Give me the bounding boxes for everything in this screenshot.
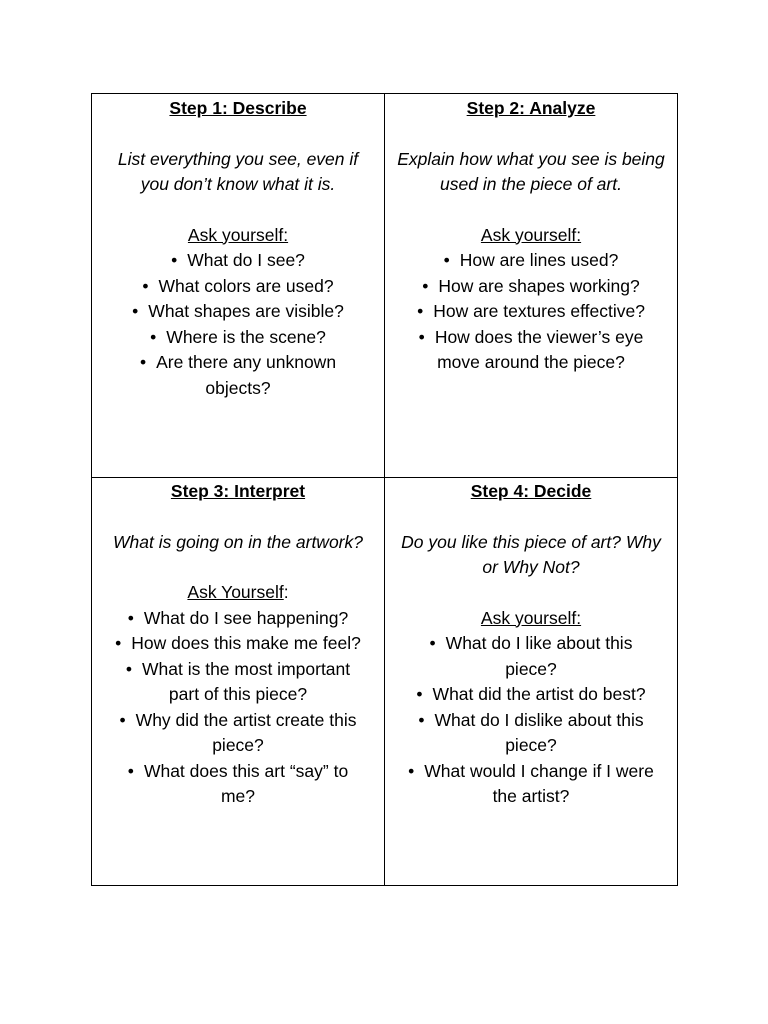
bullet-icon: •	[443, 250, 450, 270]
step-2-heading: Step 2: Analyze	[466, 98, 596, 118]
ask-label-text: Ask yourself:	[480, 224, 582, 245]
bullet-icon: •	[417, 301, 424, 321]
step-3-ask-label	[92, 580, 384, 606]
bullet-icon: •	[115, 633, 122, 653]
bullet-icon: •	[418, 709, 425, 730]
question-item	[110, 708, 366, 759]
bullet-icon: •	[127, 607, 134, 628]
question-text: What is the most important part of this piece?	[142, 658, 351, 704]
step-1-ask-label	[92, 223, 384, 249]
question-text: What does this art “say” to me?	[143, 760, 349, 806]
bullet-icon: •	[429, 633, 436, 653]
question-item	[403, 274, 659, 300]
step-1-heading: Step 1: Describe	[169, 98, 307, 118]
ask-label-text: Ask Yourself	[187, 582, 284, 602]
step-4-cell	[385, 479, 677, 810]
step-1-questions	[92, 248, 384, 401]
step-2-questions	[385, 248, 677, 376]
step-3-cell	[92, 479, 384, 810]
question-text: How does the viewer’s eye move around the piece?	[434, 326, 644, 372]
bullet-icon: •	[119, 709, 126, 730]
question-text: How are shapes working?	[438, 275, 640, 296]
ask-label-suffix: :	[283, 582, 289, 602]
question-text: Where is the scene?	[166, 326, 326, 347]
step-4-ask-label	[385, 606, 677, 632]
question-text: What do I see happening?	[143, 607, 349, 628]
question-item	[110, 350, 366, 401]
question-item	[110, 606, 366, 632]
question-item	[403, 631, 659, 682]
step-1-cell	[92, 96, 384, 401]
step-2-cell	[385, 96, 677, 376]
bullet-icon: •	[416, 684, 423, 704]
bullet-icon: •	[150, 326, 157, 347]
bullet-icon: •	[142, 275, 149, 296]
question-text: What shapes are visible?	[148, 301, 344, 321]
question-text: Are there any unknown objects?	[156, 352, 337, 398]
step-2-ask-label	[385, 223, 677, 249]
question-text: How does this make me feel?	[131, 633, 361, 653]
question-text: What do I like about this piece?	[445, 633, 633, 679]
question-text: How are lines used?	[459, 250, 619, 270]
bullet-icon: •	[422, 275, 429, 296]
step-4-questions	[385, 631, 677, 810]
question-item	[110, 759, 366, 810]
question-item	[403, 325, 659, 376]
bullet-icon: •	[171, 250, 178, 270]
question-item	[110, 325, 366, 351]
bullet-icon: •	[418, 326, 425, 347]
bullet-icon: •	[132, 301, 139, 321]
question-item	[403, 299, 659, 325]
bullet-icon: •	[125, 658, 132, 679]
question-text: What did the artist do best?	[432, 684, 646, 704]
step-1-instruction: List everything you see, even if you don’t know what it is.	[117, 148, 359, 194]
bullet-icon: •	[408, 760, 415, 781]
question-text: What do I dislike about this piece?	[434, 709, 644, 755]
question-text: Why did the artist create this piece?	[135, 709, 357, 755]
question-text: What colors are used?	[158, 275, 334, 296]
art-critique-table	[91, 93, 678, 886]
step-3-questions	[92, 606, 384, 810]
step-3-heading: Step 3: Interpret	[170, 481, 306, 501]
question-item	[403, 759, 659, 810]
step-4-instruction: Do you like this piece of art? Why or Why Not?	[401, 531, 661, 577]
question-item	[110, 299, 366, 325]
question-item	[110, 657, 366, 708]
step-2-instruction: Explain how what you see is being used in the piece of art.	[397, 148, 665, 194]
question-item	[403, 682, 659, 708]
step-3-instruction: What is going on in the artwork?	[113, 531, 363, 552]
bullet-icon: •	[139, 352, 147, 372]
question-text: How are textures effective?	[433, 301, 645, 321]
ask-label-text: Ask yourself:	[187, 224, 289, 245]
question-item	[110, 631, 366, 657]
row-divider	[92, 477, 677, 478]
question-text: What would I change if I were the artist?	[424, 760, 654, 806]
step-4-heading: Step 4: Decide	[470, 481, 592, 501]
question-item	[403, 248, 659, 274]
question-item	[110, 248, 366, 274]
ask-label-text: Ask yourself:	[480, 607, 582, 628]
question-text: What do I see?	[187, 250, 305, 270]
bullet-icon: •	[127, 760, 134, 781]
question-item	[110, 274, 366, 300]
question-item	[403, 708, 659, 759]
